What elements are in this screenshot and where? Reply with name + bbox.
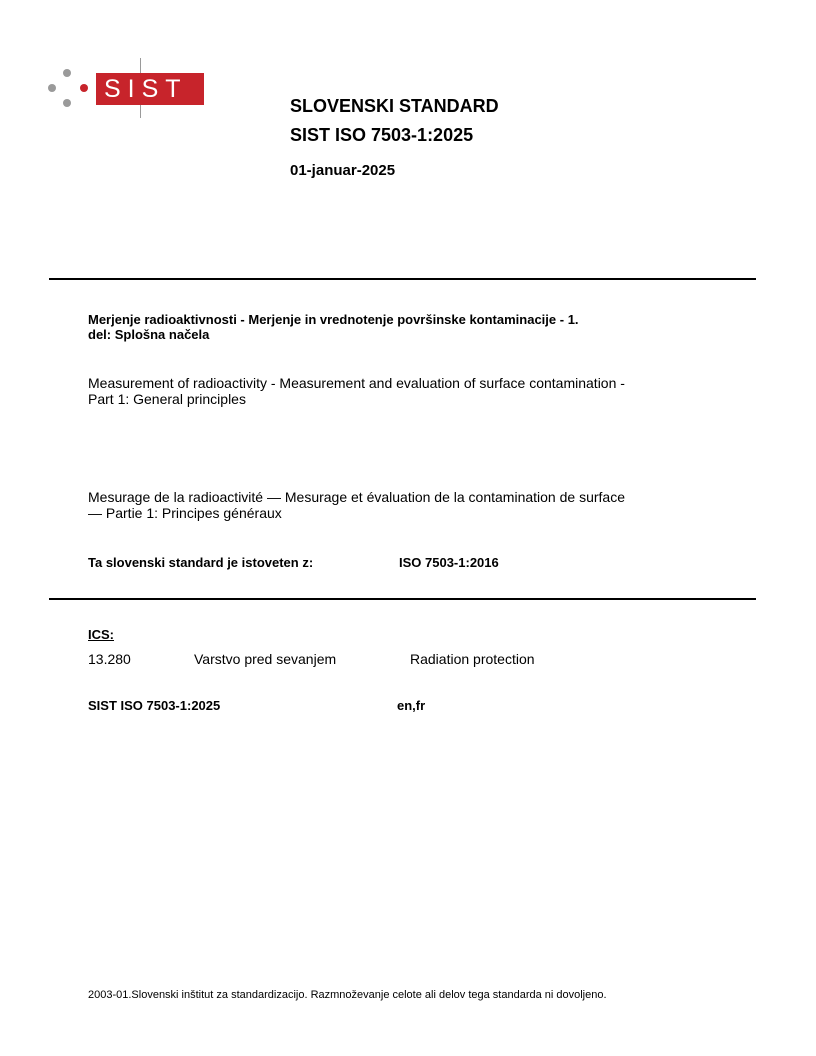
- identity-label: Ta slovenski standard je istoveten z:: [88, 555, 314, 570]
- standard-number-title: SIST ISO 7503-1:2025: [290, 125, 474, 145]
- publication-date: 01-januar-2025: [290, 162, 396, 179]
- logo-wordmark: SIST: [96, 73, 204, 105]
- english-title-line2: Part 1: General principles: [88, 391, 246, 407]
- logo-dot-icon: [63, 99, 71, 107]
- document-type-title: SLOVENSKI STANDARD: [290, 96, 499, 116]
- slovene-title-line1: Merjenje radioaktivnosti - Merjenje in vrednotenje površinske kontaminacije - 1.: [88, 312, 579, 327]
- logo-dot-icon: [63, 69, 71, 77]
- standard-reference: SIST ISO 7503-1:2025: [88, 698, 221, 713]
- logo-dot-icon: [80, 84, 88, 92]
- bottom-divider: [49, 598, 756, 600]
- french-title-line1: Mesurage de la radioactivité — Mesurage et évaluation de la contamination de surface: [88, 489, 625, 505]
- identity-value: ISO 7503-1:2016: [399, 555, 499, 570]
- copyright-notice: 2003-01.Slovenski inštitut za standardizacijo. Razmnoževanje celote ali delov tega standarda ni dovoljeno.: [88, 989, 607, 1001]
- french-title-line2: — Partie 1: Principes généraux: [88, 505, 282, 521]
- logo-dot-icon: [48, 84, 56, 92]
- ics-heading: ICS:: [88, 627, 114, 642]
- ics-english-label: Radiation protection: [410, 651, 535, 667]
- languages: en,fr: [397, 698, 426, 713]
- top-divider: [49, 278, 756, 280]
- english-title-line1: Measurement of radioactivity - Measurement and evaluation of surface contamination -: [88, 375, 625, 391]
- ics-code: 13.280: [88, 651, 131, 667]
- slovene-title-line2: del: Splošna načela: [88, 327, 210, 342]
- ics-slovene-label: Varstvo pred sevanjem: [194, 651, 337, 667]
